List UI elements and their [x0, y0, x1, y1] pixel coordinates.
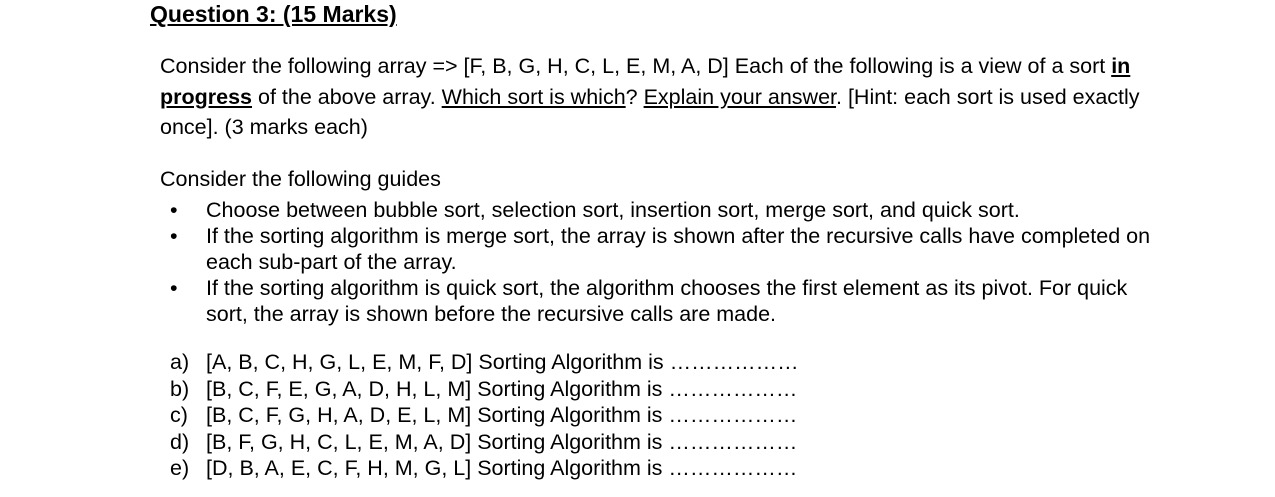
guide-item: [160, 223, 1160, 275]
intro-explain: Explain your answer: [643, 84, 837, 109]
guide-item: [160, 197, 1160, 223]
answer-text: [B, F, G, H, C, L, E, M, A, D] Sorting Algorithm is ………………: [206, 429, 798, 454]
answer-letter: c): [170, 403, 188, 427]
guide-item-text: If the sorting algorithm is quick sort, the algorithm chooses the first element as its pivot. For quick sort, the array is shown before the recursive calls are made.: [206, 276, 1128, 326]
answer-letter: a): [170, 350, 190, 374]
guide-item-text: Choose between bubble sort, selection sort, insertion sort, merge sort, and quick sort.: [206, 198, 1020, 222]
answer-item: [170, 402, 799, 429]
intro-text-part3: ?: [625, 84, 644, 109]
answer-letter: e): [170, 456, 190, 480]
intro-in-progress: in progress: [160, 54, 1131, 109]
answer-text: [B, C, F, G, H, A, D, E, L, M] Sorting Algorithm is ………………: [206, 403, 798, 427]
question-intro: [160, 51, 1190, 143]
guides-list: [160, 197, 1160, 327]
answer-item: [170, 349, 799, 376]
guides-title: Consider the following guides: [160, 167, 441, 191]
bullet-icon: •: [170, 198, 178, 222]
answer-text: [D, B, A, E, C, F, H, M, G, L] Sorting Algorithm is ………………: [206, 456, 798, 480]
guide-item-text: If the sorting algorithm is merge sort, the array is shown after the recursive calls have completed on each sub-part of the array.: [206, 224, 1151, 274]
answer-item: [170, 376, 799, 403]
answer-letter: d): [170, 429, 190, 454]
intro-text-part1: Consider the following array => [F, B, G, H, C, L, E, M, A, D] Each of the following is a view of a sort: [160, 54, 1112, 78]
answer-text: [B, C, F, E, G, A, D, H, L, M] Sorting Algorithm is ………………: [206, 376, 798, 401]
answer-item: [170, 455, 799, 482]
answer-item: [170, 429, 799, 456]
answer-list: [170, 349, 799, 482]
bullet-icon: •: [170, 224, 178, 248]
bullet-icon: •: [170, 276, 178, 300]
question-heading: Question 3: (15 Marks): [150, 1, 397, 27]
answer-letter: b): [170, 376, 190, 401]
intro-text-part4: . [Hint: each sort is used exactly once]. (3 marks each): [160, 84, 1140, 139]
intro-text-part2: of the above array.: [252, 84, 442, 109]
answer-text: [A, B, C, H, G, L, E, M, F, D] Sorting Algorithm is ………………: [206, 350, 799, 374]
intro-which-sort: Which sort is which: [441, 84, 626, 109]
guide-item: [160, 275, 1160, 327]
